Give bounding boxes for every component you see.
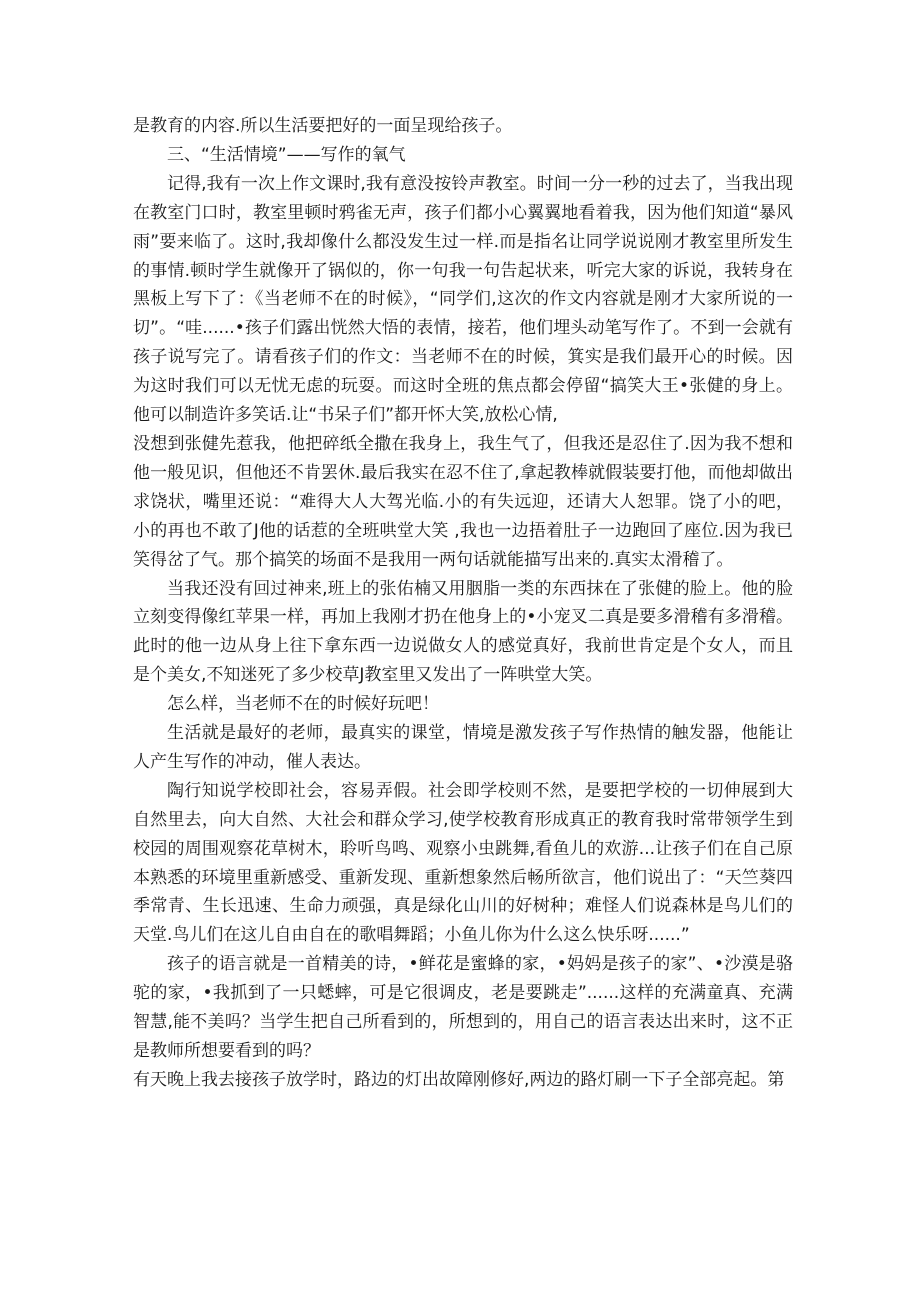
- paragraph: 孩子的语言就是一首精美的诗，•鲜花是蜜蜂的家，•妈妈是孩子的家”、•沙漠是骆驼的家，•我抓到了一只蟋蟀，可是它很调皮，老是要跳走”......这样的充满童真、充满智慧,能不美吗？当学生把自己所看到的，所想到的，用自己的语言表达出来时，这不正是教师所想要看到的吗？: [133, 954, 793, 1061]
- section-heading: 三、“生活情境”——写作的氧气: [167, 144, 406, 165]
- document-body: [133, 112, 793, 1095]
- paragraph: 没想到张健先惹我，他把碎纸全撒在我身上，我生气了，但我还是忍住了.因为我不想和他一般见识，但他还不肯罢休.最后我实在忍不住了,拿起教棒就假装要打他，而他却做出求饶状，嘴里还说：“难得大人大驾光临.小的有失远迎，还请大人恕罪。饶了小的吧，小的再也不敢了J他的话惹的全班哄堂大笑 ,我也一边捂着肚子一边跑回了座位.因为我已笑得岔了气。那个搞笑的场面不是我用一两句话就能描写出来的.真实太滑稽了。: [133, 433, 793, 570]
- paragraph-intro: 是教育的内容.所以生活要把好的一面呈现给孩子。: [133, 116, 513, 136]
- paragraph: 陶行知说学校即社会，容易弄假。社会即学校则不然，是要把学校的一切伸展到大自然里去，向大自然、大社会和群众学习,使学校教育形成真正的教育我时常带领学生到校园的周围观察花草树木，聆听鸟鸣、观察小虫跳舞,看鱼儿的欢游...让孩子们在自己原本熟悉的环境里重新感受、重新发现、重新想象然后畅所欲言，他们说出了：“天竺葵四季常青、生长迅速、生命力顽强，真是绿化山川的好树种；难怪人们说森林是鸟儿们的天堂.鸟儿们在这儿自由自在的歌唱舞蹈；小鱼儿你为什么这么快乐呀......”: [133, 780, 793, 946]
- paragraph: 当我还没有回过神来,班上的张佑楠又用胭脂一类的东西抹在了张健的脸上。他的脸立刻变得像红苹果一样，再加上我刚才扔在他身上的•小宠叉二真是要多滑稽有多滑稽。此时的他一边从身上往下拿东西一边说做女人的感觉真好，我前世肯定是个女人，而且是个美女,不知迷死了多少校草J教室里又发出了一阵哄堂大笑。: [133, 578, 793, 686]
- paragraph: 生活就是最好的老师，最真实的课堂，情境是激发孩子写作热情的触发器，他能让人产生写作的冲动，催人表达。: [133, 723, 793, 772]
- paragraph: 怎么样，当老师不在的时候好玩吧！: [167, 694, 439, 715]
- paragraph: 记得,我有一次上作文课时,我有意没按铃声教室。时间一分一秒的过去了，当我出现在教室门口时，教室里顿时鸦雀无声，孩子们都小心翼翼地看着我，因为他们知道“暴风雨”要来临了。这时,我却像什么都没发生过一样.而是指名让同学说说刚才教室里所发生的事情.顿时学生就像开了锅似的，你一句我一句告起状来，听完大家的诉说，我转身在黑板上写下了：《当老师不在的时候》，“同学们,这次的作文内容就是刚才大家所说的一切”。“哇......•孩子们露出恍然大悟的表情，接若，他们埋头动笔写作了。不到一会就有孩子说写完了。请看孩子们的作文：当老师不在的时候，箕实是我们最开心的时候。因为这时我们可以无忧无虑的玩耍。而这时全班的焦点都会停留“搞笑大王•张健的身上。他可以制造许多笑话.让“书呆子们”都开怀大笑,放松心情,: [133, 173, 793, 426]
- paragraph-continued: 有天晚上我去接孩子放学时，路边的灯出故障刚修好,两边的路灯刷一下子全部亮起。第: [133, 1069, 785, 1090]
